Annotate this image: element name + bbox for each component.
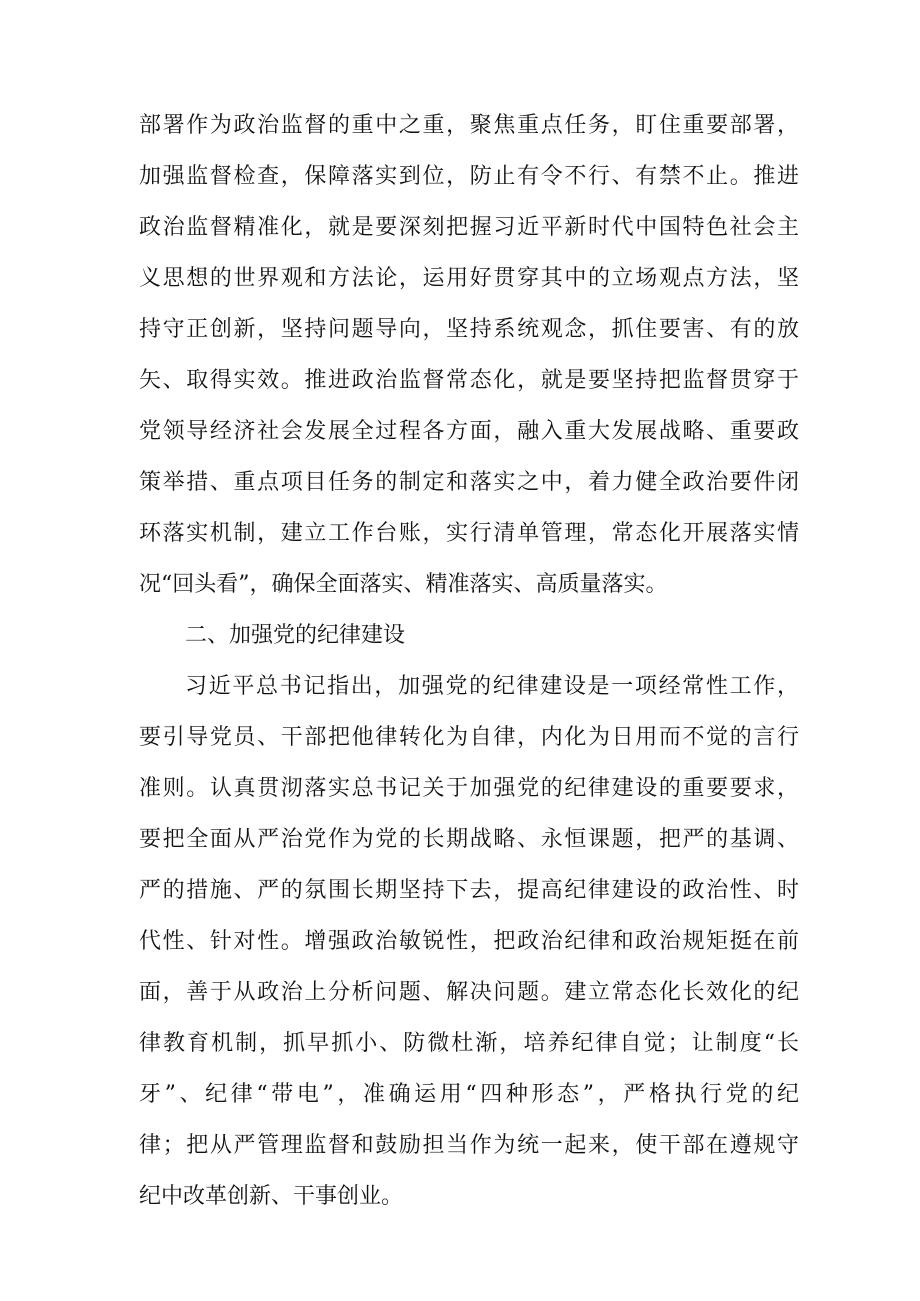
paragraph-1-line-10: 况“回头看”，确保全面落实、精准落实、高质量落实。 bbox=[139, 572, 668, 597]
paragraph-2-line-7: 面，善于从政治上分析问题、解决问题。建立常态化长效化的纪 bbox=[139, 980, 799, 1005]
paragraph-2-line-4: 要把全面从严治党作为党的长期战略、永恒课题，把严的基调、 bbox=[139, 827, 799, 852]
paragraph-2-line-5: 严的措施、严的氛围长期坚持下去，提高纪律建设的政治性、时 bbox=[139, 878, 799, 903]
paragraph-1-line-7: 党领导经济社会发展全过程各方面，融入重大发展战略、重要政 bbox=[139, 419, 799, 444]
paragraph-1-line-4: 义思想的世界观和方法论，运用好贯穿其中的立场观点方法，坚 bbox=[139, 266, 799, 291]
paragraph-2-line-2: 要引导党员、干部把他律转化为自律，内化为日用而不觉的言行 bbox=[139, 725, 799, 750]
paragraph-2-line-10: 律；把从严管理监督和鼓励担当作为统一起来，使干部在遵规守 bbox=[139, 1133, 799, 1158]
section-heading: 二、加强党的纪律建设 bbox=[185, 623, 406, 648]
paragraph-1-line-3: 政治监督精准化，就是要深刻把握习近平新时代中国特色社会主 bbox=[139, 215, 799, 240]
paragraph-1-line-8: 策举措、重点项目任务的制定和落实之中，着力健全政治要件闭 bbox=[139, 470, 799, 495]
paragraph-2-line-11: 纪中改革创新、干事创业。 bbox=[139, 1184, 404, 1209]
paragraph-2-line-3: 准则。认真贯沏落实总书记关于加强党的纪律建设的重要要求， bbox=[139, 776, 799, 801]
paragraph-1-line-6: 矢、取得实效。推进政治监督常态化，就是要坚持把监督贯穿于 bbox=[139, 368, 799, 393]
paragraph-2-line-1: 习近平总书记指出，加强党的纪律建设是一项经常性工作， bbox=[185, 674, 799, 699]
paragraph-1-line-9: 环落实机制，建立工作台账，实行清单管理，常态化开展落实情 bbox=[139, 521, 799, 546]
paragraph-2-line-9: 牙”、纪律“带电”，准确运用“四种形态”，严格执行党的纪 bbox=[139, 1082, 799, 1107]
paragraph-1-line-1: 部署作为政治监督的重中之重，聚焦重点任务，盯住重要部署， bbox=[139, 113, 799, 138]
paragraph-2-line-6: 代性、针对性。增强政治敏锐性，把政治纪律和政治规矩挺在前 bbox=[139, 929, 799, 954]
paragraph-2-line-8: 律教育机制，抓早抓小、防微杜渐，培养纪律自觉；让制度“长 bbox=[139, 1031, 799, 1056]
paragraph-1-line-2: 加强监督检查，保障落实到位，防止有令不行、有禁不止。推进 bbox=[139, 164, 799, 189]
paragraph-1-line-5: 持守正创新，坚持问题导向，坚持系统观念，抓住要害、有的放 bbox=[139, 317, 799, 342]
